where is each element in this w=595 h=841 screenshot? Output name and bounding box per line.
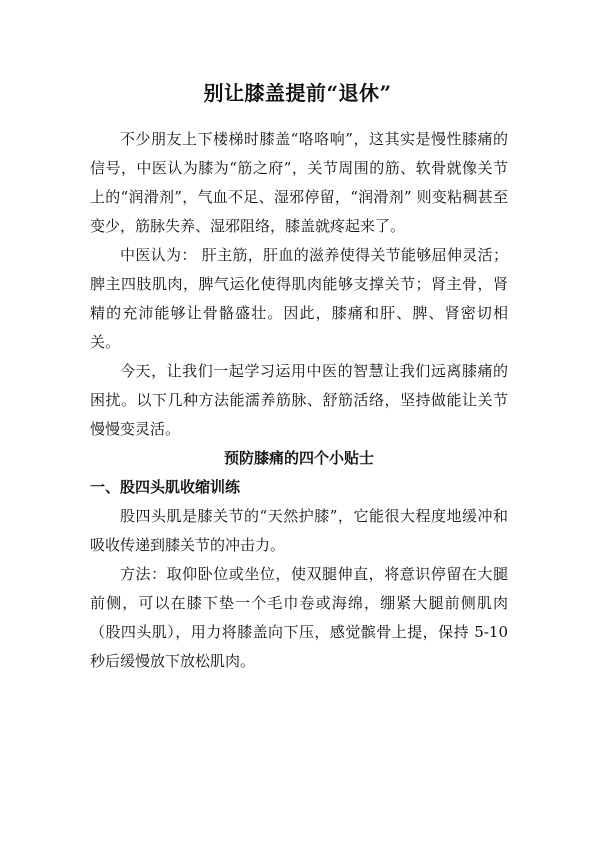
intro-paragraph-3: 今天，让我们一起学习运用中医的智慧让我们远离膝痛的困扰。以下几种方法能濡养筋脉、舒筋活络，坚持做能让关节慢慢变灵活。 [90,362,508,438]
document-title: 别让膝盖提前“退休” [203,81,392,105]
section-subtitle: 预防膝痛的四个小贴士 [223,449,374,467]
section-1-heading: 一、股四头肌收缩训练 [90,478,241,496]
section-1-paragraph-2: 方法：取仰卧位或坐位，使双腿伸直，将意识停留在大腿前侧，可以在膝下垫一个毛巾卷或海绵，绷紧大腿前侧肌肉（股四头肌），用力将膝盖向下压，感觉髌骨上提，保持 5-10 秒后缓慢放下放松肌肉。 [90,565,508,670]
intro-paragraph-2: 中医认为： 肝主筋，肝血的滋养使得关节能够屈伸灵活；脾主四肢肌肉，脾气运化使得肌肉能够支撑关节；肾主骨，肾精的充沛能够让骨骼盛壮。因此，膝痛和肝、脾、肾密切相关。 [90,246,508,351]
intro-paragraph-1: 不少朋友上下楼梯时膝盖“咯咯响”，这其实是慢性膝痛的信号，中医认为膝为“筋之府”，关节周围的筋、软骨就像关节上的“润滑剂”，气血不足、湿邪停留，“润滑剂” 则变粘稠甚至变少，筋脉失养、湿邪阻络，膝盖就疼起来了。 [90,130,508,235]
document-body [90,125,508,676]
section-1-paragraph-1: 股四头肌是膝关节的“天然护膝”，它能很大程度地缓冲和吸收传递到膝关节的冲击力。 [90,507,508,554]
